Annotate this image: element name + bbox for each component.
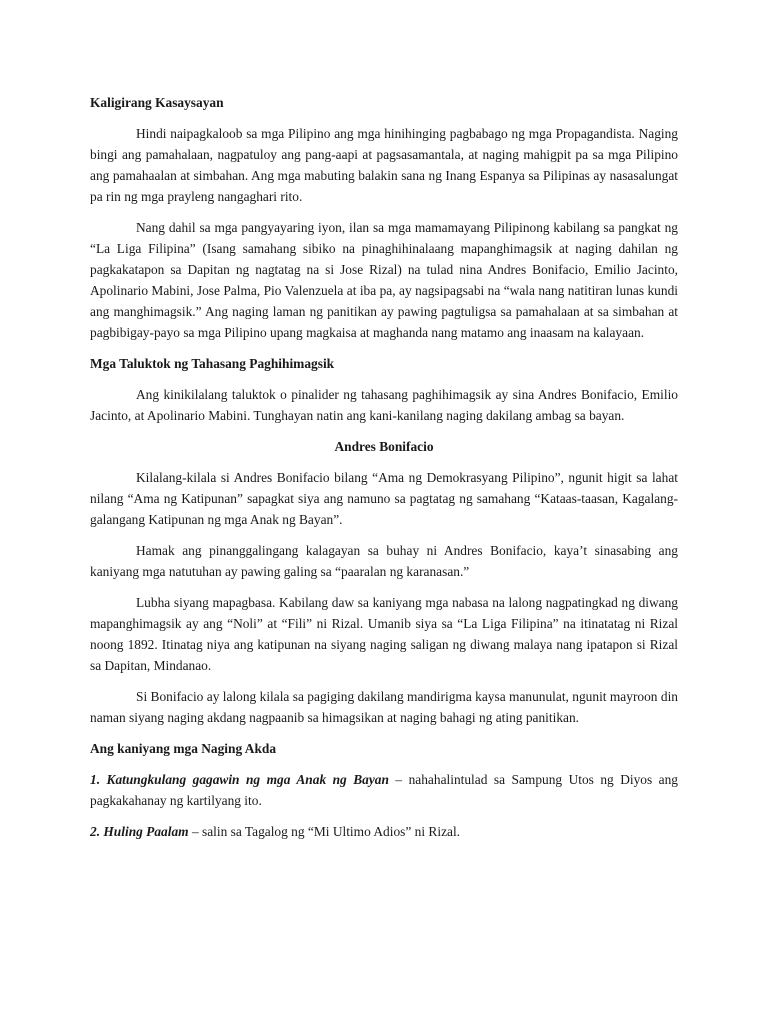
paragraph-taluktok-1: Ang kinikilalang taluktok o pinalider ng tahasang paghihimagsik ay sina Andres Bonifacio, Emilio Jacinto, at Apolinario Mabini. Tunghayan natin ang kani-kanilang naging dakilang ambag sa bayan. xyxy=(90,387,678,423)
work-item-1-desc: – nahahalintulad sa Sampung Utos ng Diyos ang pagkakahanay ng kartilyang ito. xyxy=(90,772,679,808)
paragraph-bonifacio-4: Si Bonifacio ay lalong kilala sa pagiging dakilang mandirigma kaysa manunulat, ngunit mayroon din naman siyang naging akdang nagpaanib sa himagsikan at naging bahagi ng ating panitikan. xyxy=(90,689,678,725)
paragraph-kaligiran-1: Hindi naipagkaloob sa mga Pilipino ang mga hinihinging pagbabago ng mga Propagandista. Naging bingi ang pamahalaan, nagpatuloy ang pang-aapi at pagsasamantala, at naging mahigpit pa sa mga Pilipino ang pamahaalan at simbahan. Ang mga mabuting balakin sana ng Inang Espanya sa Pilipinas ay nasasalungat pa rin ng mga prayleng nangaghari rito. xyxy=(90,126,678,204)
work-item-2 xyxy=(90,821,678,842)
section-heading-bonifacio: Andres Bonifacio xyxy=(334,439,434,454)
work-item-1-title: 1. Katungkulang gagawin ng mga Anak ng Bayan xyxy=(90,772,389,787)
paragraph-bonifacio-1: Kilalang-kilala si Andres Bonifacio bilang “Ama ng Demokrasyang Pilipino”, ngunit higit sa lahat nilang “Ama ng Katipunan” sapagkat siya ang namuno sa pagtatag ng samahang “Kataas-taasan, Kagalang-galangang Katipunan ng mga Anak ng Bayan”. xyxy=(90,470,678,527)
paragraph-bonifacio-3: Lubha siyang mapagbasa. Kabilang daw sa kaniyang mga nabasa na lalong nagpatingkad ng diwang mapanghimagsik ay ang “Noli” at “Fili” ni Rizal. Umanib siya sa “La Liga Filipina” na itinatatag ni Rizal noong 1892. Itinatag niya ang katipunan na siyang naging saligan ng diwang malaya nang ipatapon si Rizal sa Dapitan, Mindanao. xyxy=(90,595,678,673)
work-item-2-desc: – salin sa Tagalog ng “Mi Ultimo Adios” ni Rizal. xyxy=(188,824,461,839)
section-heading-akda: Ang kaniyang mga Naging Akda xyxy=(90,741,277,756)
paragraph-kaligiran-2: Nang dahil sa mga pangyayaring iyon, ilan sa mga mamamayang Pilipinong kabilang sa pangkat ng “La Liga Filipina” (Isang samahang sibiko na pinaghihinalaang mapanghimagsik at naging dahilan ng pagkakatapon sa Dapitan ng nagtatag na si Jose Rizal) na tulad nina Andres Bonifacio, Emilio Jacinto, Apolinario Mabini, Jose Palma, Pio Valenzuela at iba pa, ay nagsipagsabi na “wala nang natitiran lunas kundi ang manghimagsik.” Ang naging laman ng panitikan ay pawing pagtuligsa sa pamahalaan at sa simbahan at pagbibigay-payo sa mga Pilipino upang magkaisa at maghanda nang matamo ang inaasam na kalayaan. xyxy=(90,220,678,340)
work-item-2-title: 2. Huling Paalam xyxy=(90,824,189,839)
work-item-1 xyxy=(90,769,678,811)
section-heading-kaligiran: Kaligirang Kasaysayan xyxy=(90,95,224,110)
paragraph-bonifacio-2: Hamak ang pinanggalingang kalagayan sa buhay ni Andres Bonifacio, kaya’t sinasabing ang kaniyang mga natutuhan ay pawing galing sa “paaralan ng karanasan.” xyxy=(90,543,678,579)
section-heading-taluktok: Mga Taluktok ng Tahasang Paghihimagsik xyxy=(90,356,335,371)
